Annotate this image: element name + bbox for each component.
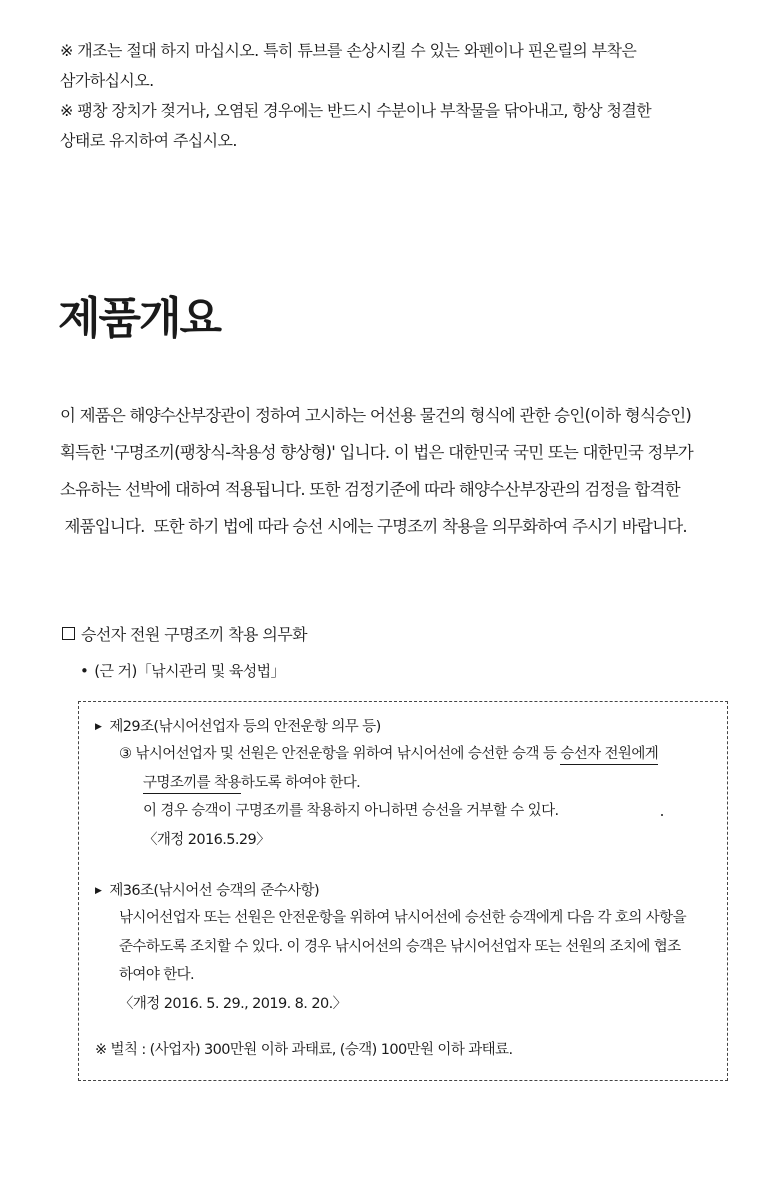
intro-line-4: 제품입니다. 또한 하기 법에 따라 승선 시에는 구명조끼 착용을 의무화하여 주시기 바랍니다. [60, 517, 687, 536]
section-title-text: 승선자 전원 구명조끼 착용 의무화 [81, 625, 307, 644]
caution-notes [60, 36, 740, 156]
article-36-line-1: 낚시어선업자 또는 선원은 안전운항을 위하여 낚시어선에 승선한 승객에게 다음 각 호의 사항을 [119, 910, 686, 926]
penalty-text: ※ 벌칙 : (사업자) 300만원 이하 과태료, (승객) 100만원 이하 과태료. [95, 1042, 513, 1058]
article-29-line-3: 이 경우 승객이 구명조끼를 착용하지 아니하면 승선을 거부할 수 있다. [143, 803, 559, 819]
article-36-title: 제36조(낚시어선 승객의 준수사항) [109, 883, 320, 899]
intro-line-2: 획득한 '구명조끼(팽창식-착용성 향상형)' 입니다. 이 법은 대한민국 국민 또는 대한민국 정부가 [60, 443, 693, 462]
note-1-line-1: ※ 개조는 절대 하지 마십시오. 특히 튜브를 손상시킬 수 있는 와펜이나 핀온릴의 부착은 [60, 41, 637, 60]
article-36-revision: 〈개정 2016. 5. 29., 2019. 8. 20.〉 [119, 995, 347, 1012]
article-29-underlined-2: 구명조끼를 착용 [143, 775, 241, 794]
section-title [62, 622, 307, 645]
law-article-36 [95, 878, 686, 1018]
article-29-clause-end: 하도록 하여야 한다. [240, 774, 361, 791]
stray-dot [661, 814, 663, 816]
article-29-clause-text: ③ 낚시어선업자 및 선원은 안전운항을 위하여 낚시어선에 승선한 승객 등 [119, 746, 561, 762]
note-1-line-2: 삼가하십시오. [60, 71, 154, 90]
product-overview-text [60, 397, 760, 545]
legal-basis [80, 660, 285, 681]
triangle-right-icon: ▶ [95, 722, 102, 732]
article-29-revision: 〈개정 2016.5.29〉 [143, 831, 271, 848]
checkbox-icon [62, 627, 75, 640]
law-excerpt-box [78, 701, 728, 1081]
note-2-line-1: ※ 팽창 장치가 젖거나, 오염된 경우에는 반드시 수분이나 부착물을 닦아내고, 항상 청결한 [60, 101, 652, 120]
page-heading: 제품개요 [58, 293, 221, 344]
article-36-line-2: 준수하도록 조치할 수 있다. 이 경우 낚시어선의 승객은 낚시어선업자 또는 선원의 조치에 협조 [119, 938, 681, 955]
article-29-title: 제29조(낚시어선업자 등의 안전운항 의무 등) [109, 719, 381, 735]
article-36-line-3: 하여야 한다. [119, 967, 195, 983]
intro-line-1: 이 제품은 해양수산부장관이 정하여 고시하는 어선용 물건의 형식에 관한 승인(이하 형식승인) [60, 406, 692, 425]
legal-basis-text: (근 거)「낚시관리 및 육성법」 [94, 662, 285, 680]
bullet-icon: • [80, 662, 89, 680]
intro-line-3: 소유하는 선박에 대하여 적용됩니다. 또한 검정기준에 따라 해양수산부장관의 검정을 합격한 [60, 480, 680, 499]
article-29-underlined-1: 승선자 전원에게 [560, 746, 658, 765]
law-article-29 [95, 714, 658, 854]
triangle-right-icon: ▶ [95, 886, 102, 896]
note-2-line-2: 상태로 유지하여 주십시오. [60, 131, 237, 150]
